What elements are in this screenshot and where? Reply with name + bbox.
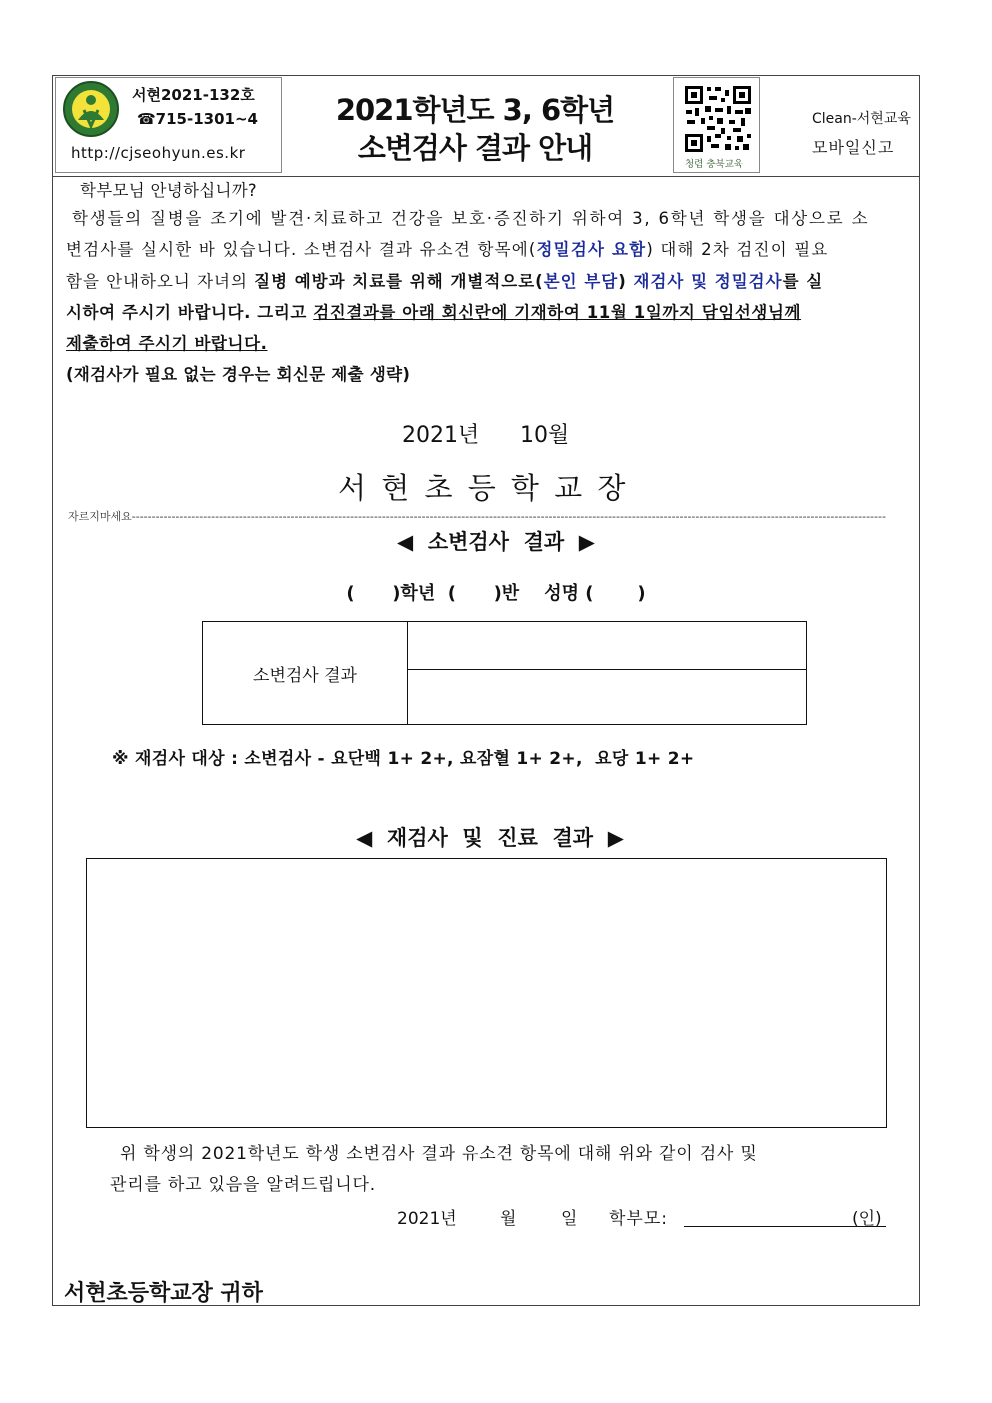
cut-line: 자르지마세요---------------------------------------------------------------------------------------------------------------------------------------------------------------------------------------------- [68, 510, 886, 523]
sign-seal: (인) [852, 1209, 882, 1229]
qr-caption: 청렴 충북교육 [685, 159, 744, 170]
greeting: 학부모님 안녕하십니까? [80, 181, 257, 200]
sign-parent-label: 학부모: [609, 1209, 668, 1229]
recheck-note: ※ 재검사 대상 : 소변검사 - 요단백 1+ 2+, 요잠혈 1+ 2+, 요당 1+ 2+ [112, 749, 695, 769]
report-label-2: 모바일신고 [812, 138, 895, 157]
confirm-line-2: 관리를 하고 있음을 알려드립니다. [110, 1175, 376, 1195]
body-line-4: 시하여 주시기 바랍니다. 그리고 검진결과를 아래 회신란에 기재하여 11월 1일까지 담임선생님께 [66, 303, 802, 322]
body-line-2: 변검사를 실시한 바 있습니다. 소변검사 결과 유소견 항목에(정밀검사 요함) 대해 2차 검진이 필요 [66, 240, 829, 259]
doc-number: 서현2021-132호 [132, 86, 255, 104]
confirm-line-1: 위 학생의 2021학년도 학생 소변검사 결과 유소견 항목에 대해 위와 같이 검사 및 [120, 1144, 758, 1164]
body-line-1: 학생들의 질병을 조기에 발견·치료하고 건강을 보호·증진하기 위하여 3, 6학년 학생을 대상으로 소 [72, 209, 870, 228]
sign-day: 일 [561, 1209, 578, 1229]
urine-result-label: 소변검사 결과 [203, 622, 408, 725]
school-emblem-icon [62, 80, 120, 138]
student-info-line: ( )학년 ( )반 성명 ( ) [346, 583, 646, 604]
school-url[interactable]: http://cjseohyun.es.kr [71, 144, 246, 162]
urine-result-table [202, 621, 807, 725]
notice-month: 10월 [520, 423, 570, 448]
section-recheck-title: ◀ 재검사 및 진료 결과 ▶ [356, 826, 624, 850]
principal-name: 서 현 초 등 학 교 장 [338, 471, 629, 505]
report-label-1: Clean-서현교육 [812, 111, 911, 127]
title-line-2: 소변검사 결과 안내 [357, 131, 593, 165]
qr-code-icon[interactable] [683, 84, 753, 154]
recheck-result-box[interactable] [86, 858, 887, 1128]
body-line-6: (재검사가 필요 없는 경우는 회신문 제출 생략) [66, 365, 411, 384]
sign-month: 월 [500, 1209, 517, 1229]
urine-result-cell-2[interactable] [408, 670, 807, 725]
urine-result-cell-1[interactable] [408, 622, 807, 670]
phone-number: ☎715-1301~4 [137, 110, 258, 128]
body-line-5: 제출하여 주시기 바랍니다. [66, 334, 268, 353]
cut-label: 자르지마세요 [68, 510, 132, 523]
body-line-3: 함을 안내하오니 자녀의 질병 예방과 치료를 위해 개별적으로(본인 부담) 재검사 및 정밀검사를 실 [66, 272, 824, 291]
title-line-1: 2021학년도 3, 6학년 [335, 93, 615, 127]
sign-year: 2021년 [397, 1209, 457, 1229]
notice-year: 2021년 [402, 423, 480, 448]
section-urine-title: ◀ 소변검사 결과 ▶ [397, 530, 595, 554]
addressee: 서현초등학교장 귀하 [64, 1281, 263, 1306]
